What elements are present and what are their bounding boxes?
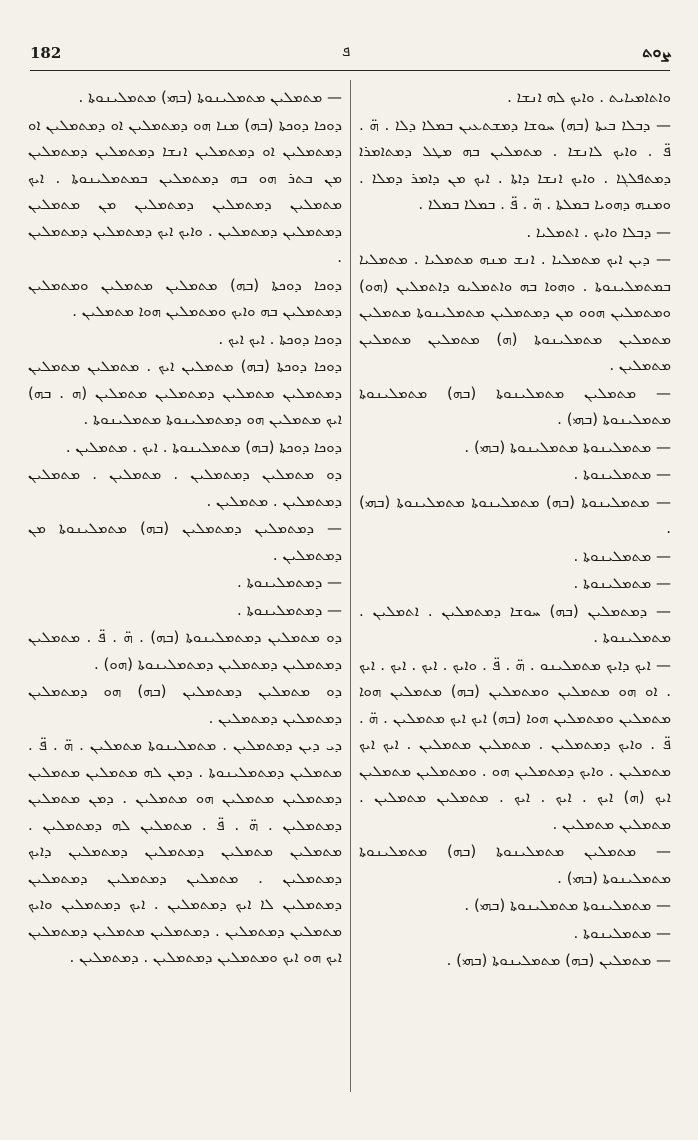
entry: — ܡܬܡܠܝܢ ܡܬܡܠܝܢܘܬܐ (ܒܗܝ) ܡܬܡܠܝܢܘܬܐ . xyxy=(78,88,342,106)
entry: ܘܐܬܐܡܝܐܝܬ . ܘܐܝܟ ܠܗ ܐܢܫܐ . xyxy=(507,88,671,106)
entry: — ܡܬܡܠܝܢܘܬܐ . xyxy=(573,574,671,592)
entry: — ܕܒܠܐ ܘܐܝܟ . ܐܬܡܠܝܐ . xyxy=(526,222,671,241)
entry: ܕܘܟܐ ܕܘܟܬܐ (ܒܗ) ܡܬܡܠܝܢܘܬܐ . ܐܝܟ . ܡܬܡܠܝܢ . xyxy=(65,437,342,456)
entry: — ܕܡܬܡܠܝܢ ܕܡܬܡܠܝܢ (ܒܗ) ܡܬܡܠܝܢܘܬܐ ܡܢ ܕܡܬܡܠܝܢ . xyxy=(28,519,342,564)
entry: ܕܘܟܐ ܕܘܟܬܐ (ܒܗ) ܡܬܡܠܝܢ ܡܬܡܠܝܢ ܘܡܬܡܠܝܢ ܕܡܬܡܠܝܢ ܒܗ ܘܐܝܟ ܘܡܬܡܠܝܢ ܗܘܐ ܡܬܡܠܝܢ . xyxy=(28,275,342,320)
running-title-letter: ܦ xyxy=(342,42,351,60)
entry: — ܕܒܠܐ ܒܝܬܐ (ܒܗ) ܚܘܫܐ ܕܡܫܬܥܝܢ ܒܡܠܐ ܕܠܐ . ܗ̈ . ܦ̈ . ܘܐܝܟ ܠܐܢܫܐ . ܡܬܡܠܝܢ ܒܗ ܡܛܠ ܕܡܬܐܡܪܐ ܕܡܬܦܠܓܐ . ܘܐܝܟ ܐܢܫܐ ܕܐܬܐ . ܐܝܟ ܡܢ ܕܐܡܪ ܕܡܠܐ . ܘܡܢܗ ܕܗܘܝܐ ܒܡܠܬܐ . ܗ̈ . ܦ̈ . ܒܡܠܐ ܒܡܠܐ . xyxy=(359,115,671,213)
page-number: 182 xyxy=(30,44,62,62)
entry: ܕܘ ܡܬܡܠܝܢ ܕܡܬܡܠܝܢܘܬܐ (ܒܗ) . ܗ̈ . ܦ̈ . ܡܬܡܠܝܢ ܕܡܬܡܠܝܢ ܕܡܬܡܠܝܢ ܕܡܬܡܠܝܢܘܬܐ (ܗܘ) . xyxy=(28,628,342,673)
running-head-word: ܨܘܬ xyxy=(642,42,670,61)
entry: — ܡܬܡܠܝܢܘܬܐ (ܒܗ) ܡܬܡܠܝܢܘܬܐ ܡܬܡܠܝܢܘܬܐ (ܒܗܝ) . xyxy=(359,492,671,537)
page-header xyxy=(30,44,670,66)
entry: — ܕܝܢ ܐܝܟ ܡܬܡܠܝܐ . ܐܢܫ ܡܢܗ ܡܬܡܠܝܐ . ܡܬܡܠܝܐ ܒܡܬܡܠܝܢܘܬܐ . ܘܗܘܐ ܒܗ ܘܐܬܡܠܝܘ ܕܐܬܡܠܝܢ (ܗܘ) ܘܡܬܡܠܝܢ ܗܘܘ ܡܢ ܕܡܬܡܠܝܢ ܡܬܡܠܝܢܘܬܐ ܡܬܡܠܝܢ ܡܬܡܠܝܢ ܡܬܡܠܝܢܘܬܐ (ܗ) ܡܬܡܠܝܢ ܡܬܡܠܝܢ ܡܬܡܠܝܢ . xyxy=(359,250,671,374)
column-divider xyxy=(350,80,351,1092)
entry: ܕܘ ܡܬܡܠܝܢ ܕܡܬܡܠܝܢ . ܡܬܡܠܝܢ . ܡܬܡܠܝܢ ܕܡܬܡܠܝܢ . ܡܬܡܠܝܢ . xyxy=(28,465,342,510)
entry: — ܡܬܡܠܝܢܘܬܐ . xyxy=(573,546,671,565)
entry: — ܡܬܡܠܝܢ ܡܬܡܠܝܢܘܬܐ (ܒܗ) ܡܬܡܠܝܢܘܬܐ ܡܬܡܠܝܢܘܬܐ (ܒܗܝ) . xyxy=(359,842,671,887)
entry: — ܕܡܬܡܠܝܢܘܬܐ . xyxy=(237,600,342,619)
entry: — ܡܬܡܠܝܢ ܡܬܡܠܝܢܘܬܐ (ܒܗ) ܡܬܡܠܝܢܘܬܐ ܡܬܡܠܝܢܘܬܐ (ܒܗܝ) . xyxy=(359,383,671,428)
entry: ܕܘܟܐ ܕܘܟܬܐ (ܒܗ) ܡܢܐ ܗܘ ܕܡܬܡܠܝܢ ܐܘ ܕܡܬܡܠܝܢ ܐܘ ܕܡܬܡܠܝܢ ܐܘ ܕܡܬܡܠܝܢ ܐܢܫܐ ܕܡܬܡܠܝܢ ܕܡܬܡܠܝܢ ܡܢ ܒܬܪ ܗܘ ܒܗ ܕܡܬܡܠܝܢ ܒܡܬܡܠܝܢܘܬܐ . ܐܝܟ ܡܬܡܠܝܢ ܕܡܬܡܠܝܢ ܕܡܬܡܠܝܢ ܡܢ ܡܬܡܠܝܢ ܕܡܬܡܠܝܢ ܕܡܬܡܠܝܢ . ܘܐܝܟ ܐܝܟ ܕܡܬܡܠܝܢ ܕܡܬܡܠܝܢ . xyxy=(28,115,342,266)
entry: ܕܘܟܐ ܕܘܟܬܐ . ܐܝܟ ܐܝܟ . xyxy=(218,329,342,348)
entry: ܕܝ ܕܝܢ ܕܡܬܡܠܝܢ . ܡܬܡܠܝܢܘܬܐ ܡܬܡܠܝܢ . ܗ̈ . ܦ̈ . ܡܬܡܠܝܢ ܕܡܬܡܠܝܢܘܬܐ . ܕܡܢ ܠܗ ܡܬܡܠܝܢ ܡܬܡܠܝܢ ܕܡܬܡܠܝܢ ܡܬܡܠܝܢ ܗܘ ܡܬܡܠܝܢ . ܕܡܢ ܡܬܡܠܝܢ ܕܡܬܡܠܝܢ . ܗ̈ . ܦ̈ . ܡܬܡܠܝܢ ܠܗ ܕܡܬܡܠܝܢ . ܡܬܡܠܝܢ ܡܬܡܠܝܢ ܕܡܬܡܠܝܢ ܕܡܬܡܠܝܢ ܕܐܝܟ ܕܡܬܡܠܝܢ . ܡܬܡܠܝܢ ܕܡܬܡܠܝܢ ܕܡܬܡܠܝܢ ܕܡܬܡܠܝܢ ܠܐ ܐܝܟ ܕܡܬܡܠܝܢ . ܐܝܟ ܕܡܬܡܠܝܢ ܘܐܝܟ ܡܬܡܠܝܢ ܕܡܬܡܠܝܢ . ܕܡܬܡܠܝܢ ܡܬܡܠܝܢ ܕܡܬܡܠܝܢ ܐܝܟ ܗܘ ܐܝܟ ܘܡܬܡܠܝܢ ܕܡܬܡܠܝܢ . ܕܡܬܡܠܝܢ . xyxy=(28,736,342,966)
entry: — ܡܬܡܠܝܢܘܬܐ ܡܬܡܠܝܢܘܬܐ (ܒܗܝ) . xyxy=(464,896,671,914)
entry: — ܡܬܡܠܝܢܘܬܐ . xyxy=(573,465,671,483)
entry: — ܐܝܟ ܕܐܝܟ ܡܬܡܠܝܢܘ . ܗ̈ . ܦ̈ . ܘܐܝܟ . ܐܝܟ . ܐܝܟ . ܐܝܟ . ܐܘ ܗܘ ܡܬܡܠܝܢ ܘܡܬܡܠܝܢ (ܒܗ) ܡܬܡܠܝܢ ܗܘܐ ܡܬܡܠܝܢ ܘܡܬܡܠܝܢ ܗܘܐ (ܒܗ) ܐܝܟ ܐܝܟ ܡܬܡܠܝܢ . ܗ̈ . ܦ̈ . ܘܐܝܟ ܕܡܬܡܠܝܢ . ܡܬܡܠܝܢ ܡܬܡܠܝܢ . ܐܝܟ ܐܝܟ ܡܬܡܠܝܢ . ܘܐܝܟ ܕܡܬܡܠܝܢ ܗܘ . ܘܡܬܡܠܝܢ ܡܬܡܠܝܢ ܐܝܟ (ܗ) ܐܝܟ . ܐܝܟ . ܐܝܟ . ܡܬܡܠܝܢ ܡܬܡܠܝܢ . ܡܬܡܠܝܢ ܡܬܡܠܝܢ . xyxy=(359,655,671,833)
entry: — ܡܬܡܠܝܢ (ܒܗ) ܡܬܡܠܝܢܘܬܐ (ܒܗܝ) . xyxy=(446,951,671,969)
header-rule xyxy=(30,70,670,71)
entry: — ܡܬܡܠܝܢܘܬܐ . xyxy=(573,923,671,942)
entry: — ܕܡܬܡܠܝܢܘܬܐ . xyxy=(237,573,342,591)
entry: — ܡܬܡܠܝܢܘܬܐ ܡܬܡܠܝܢܘܬܐ (ܒܗܝ) . xyxy=(464,437,671,456)
entry: — ܕܡܬܡܠܝܢ (ܒܗ) ܚܘܫܐ ܕܡܬܡܠܝܢ . ܐܬܡܠܝܢ . ܡܬܡܠܝܢܘܬܐ . xyxy=(359,601,671,646)
entry: ܕܘ ܡܬܡܠܝܢ ܕܡܬܡܠܝܢ (ܒܗ) ܗܘ ܕܡܬܡܠܝܢ ܕܡܬܡܠܝܢ ܕܡܬܡܠܝܢ . xyxy=(28,682,342,727)
right-column xyxy=(359,84,671,1094)
entry: ܕܘܟܐ ܕܘܟܬܐ (ܒܗ) ܡܬܡܠܝܢ ܐܝܟ . ܡܬܡܠܝܢ ܡܬܡܠܝܢ ܕܡܬܡܠܝܢ ܡܬܡܠܝܢ ܕܡܬܡܠܝܢ ܡܬܡܠܝܢ (ܗ . ܒܗ) ܐܝܟ ܡܬܡܠܝܢ ܗܘ ܕܡܬܡܠܝܢܘܬܐ ܡܬܡܠܝܢܘܬܐ . xyxy=(28,357,342,428)
left-column xyxy=(28,84,342,1094)
